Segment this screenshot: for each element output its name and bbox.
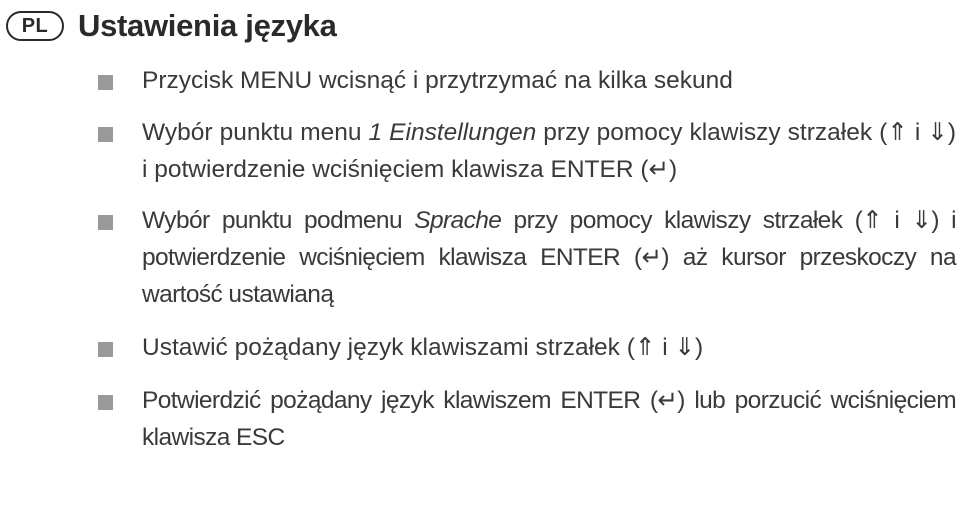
instruction-list xyxy=(96,62,956,456)
list-item xyxy=(96,62,956,99)
instruction-text: Wybór punktu podmenu xyxy=(142,207,415,234)
submenu-item-name: Sprache xyxy=(414,207,502,234)
instruction-text: Potwierdzić pożądany język klawiszem ENTER (↵) lub porzucić wciśnięciem klawisza ESC xyxy=(142,387,956,451)
square-bullet-icon xyxy=(98,75,113,90)
menu-item-name: 1 Einstellungen xyxy=(368,119,537,146)
page-title: Ustawienia języka xyxy=(78,8,337,43)
instruction-text: Przycisk MENU wcisnąć i przytrzymać na kilka sekund xyxy=(142,67,733,94)
square-bullet-icon xyxy=(98,127,113,142)
instruction-text: Ustawić pożądany język klawiszami strzałek (⇑ i ⇓) xyxy=(142,334,704,361)
instruction-text: przy pomocy klawiszy strzałek (⇑ i ⇓) i potwierdzenie wciśnięciem klawisza ENTER (↵) xyxy=(142,119,956,183)
section-header xyxy=(6,4,337,48)
instruction-text: Wybór punktu menu xyxy=(142,119,369,146)
square-bullet-icon xyxy=(98,395,113,410)
instruction-text: przy pomocy klawiszy strzałek (⇑ i ⇓) i potwierdzenie wciśnięciem klawisza ENTER (↵) aż kursor przeskoczy na wartość ustawianą xyxy=(142,207,956,308)
list-item xyxy=(96,202,956,313)
list-item xyxy=(96,329,956,366)
square-bullet-icon xyxy=(98,342,113,357)
language-badge: PL xyxy=(6,11,64,41)
square-bullet-icon xyxy=(98,215,113,230)
list-item xyxy=(96,382,956,456)
list-item xyxy=(96,114,956,188)
